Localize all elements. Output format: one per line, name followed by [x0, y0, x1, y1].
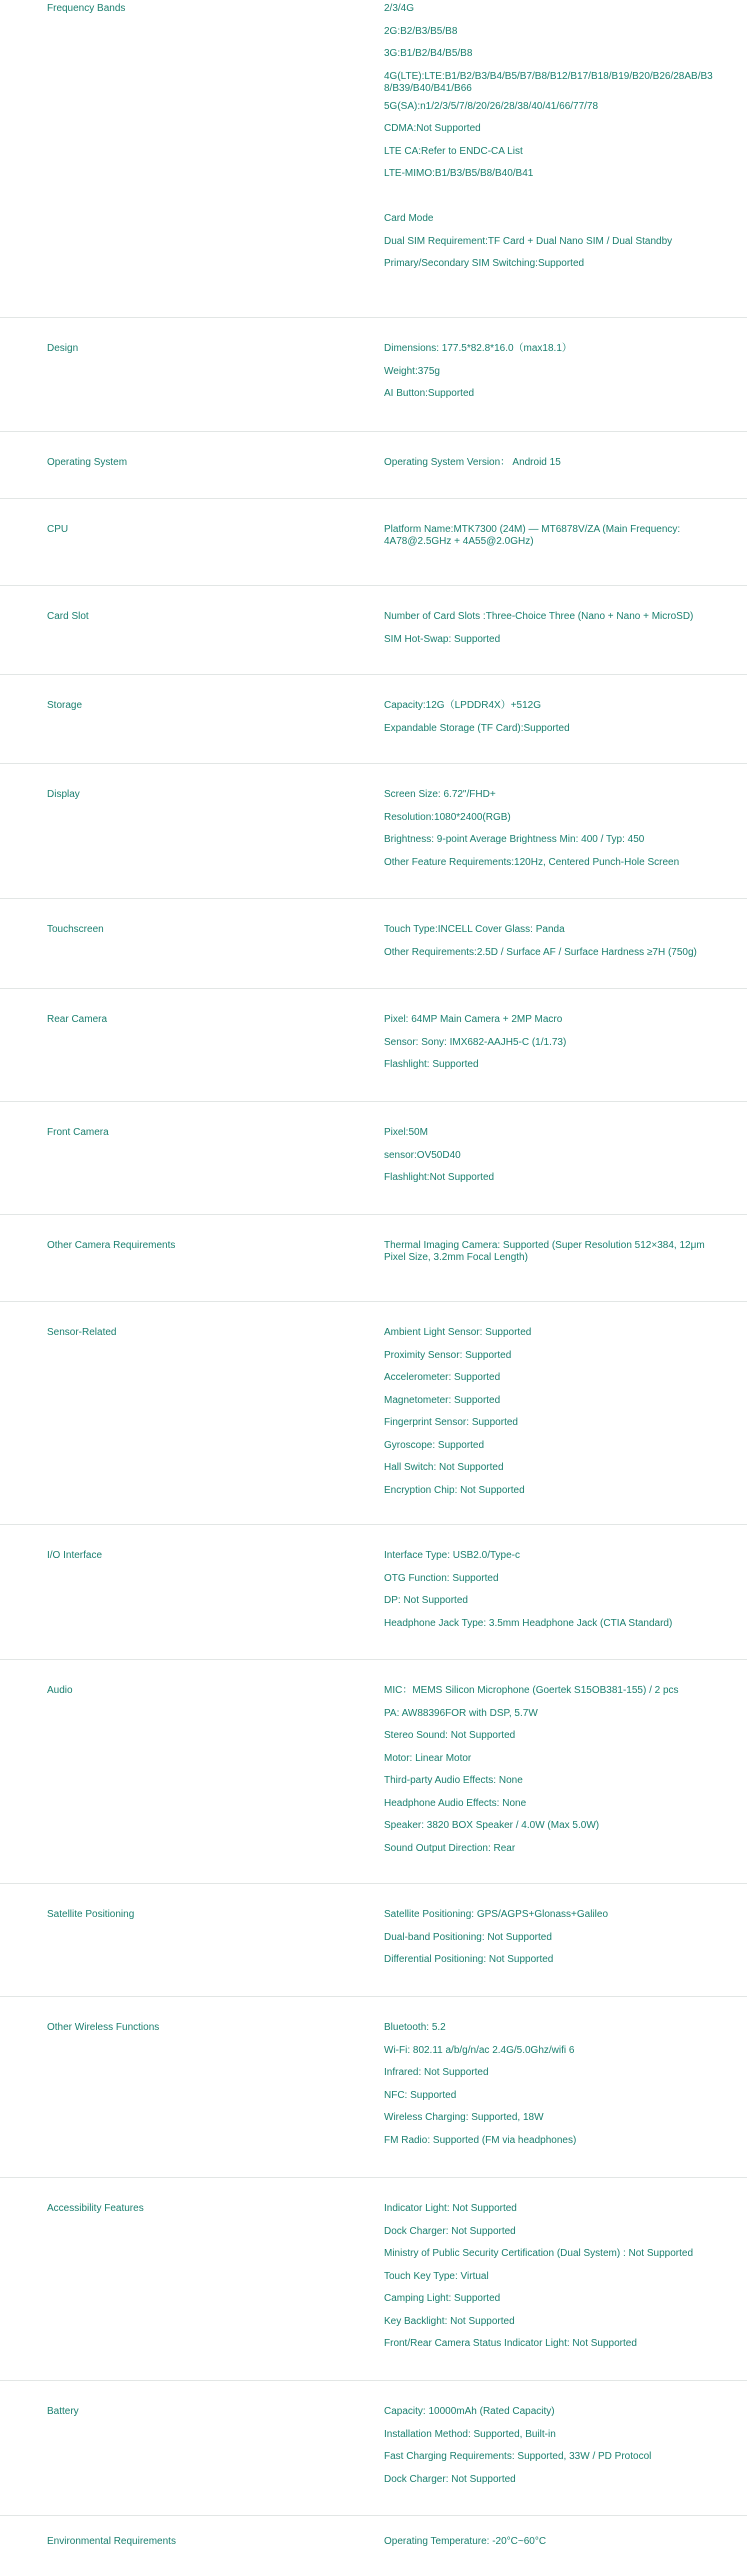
spec-value: CDMA:Not Supported — [384, 123, 481, 134]
spec-value: Satellite Positioning: GPS/AGPS+Glonass+Galileo — [384, 1909, 609, 1920]
spec-value: Operating System Version： Android 15 — [384, 457, 561, 468]
spec-value: LTE CA:Refer to ENDC-CA List — [384, 145, 523, 157]
spec-label: Operating System — [47, 457, 128, 468]
spec-value: Resolution:1080*2400(RGB) — [384, 811, 511, 823]
spec-value: Dock Charger: Not Supported — [384, 2473, 516, 2485]
spec-value: Camping Light: Supported — [384, 2293, 501, 2304]
spec-label: Battery — [47, 2406, 79, 2417]
spec-label: Front Camera — [47, 1127, 109, 1138]
spec-label: Other Camera Requirements — [47, 1240, 176, 1251]
spec-row — [0, 2381, 747, 2516]
spec-label: Storage — [47, 700, 83, 711]
spec-values — [384, 457, 714, 480]
spec-values — [384, 1685, 714, 1865]
spec-values — [384, 3, 714, 281]
spec-value: Fingerprint Sensor: Supported — [384, 1417, 518, 1428]
spec-value: Ministry of Public Security Certification (Dual System) : Not Supported — [384, 2248, 693, 2259]
spec-value: 2/3/4G — [384, 3, 415, 14]
spec-row — [0, 1302, 747, 1525]
spec-value: Stereo Sound: Not Supported — [384, 1730, 516, 1741]
spec-values — [384, 611, 714, 656]
spec-value: Dimensions: 177.5*82.8*16.0（max18.1） — [384, 343, 572, 354]
spec-value: Dual SIM Requirement:TF Card + Dual Nano SIM / Dual Standby — [384, 235, 673, 247]
spec-value: sensor:OV50D40 — [384, 1149, 461, 1161]
spec-value: Flashlight: Supported — [384, 1059, 479, 1070]
spec-value: Motor: Linear Motor — [384, 1752, 472, 1764]
spec-values — [384, 2203, 714, 2361]
spec-value: Touch Key Type: Virtual — [384, 2270, 489, 2282]
spec-value: NFC: Supported — [384, 2089, 457, 2101]
spec-row — [0, 586, 747, 675]
spec-value: Wi-Fi: 802.11 a/b/g/n/ac 2.4G/5.0Ghz/wifi 6 — [384, 2044, 575, 2056]
spec-value: Other Feature Requirements:120Hz, Centered Punch-Hole Screen — [384, 856, 680, 868]
spec-value: Accelerometer: Supported — [384, 1372, 501, 1383]
spec-row — [0, 899, 747, 989]
spec-value: Touch Type:INCELL Cover Glass: Panda — [384, 924, 565, 935]
spec-value: MIC：MEMS Silicon Microphone (Goertek S15OB381-155) / 2 pcs — [384, 1685, 679, 1696]
spec-row — [0, 0, 747, 318]
spec-values — [384, 789, 714, 879]
spec-row — [0, 318, 747, 432]
spec-label: Touchscreen — [47, 924, 104, 935]
spec-label: Sensor-Related — [47, 1327, 117, 1338]
spec-label: Card Slot — [47, 611, 89, 622]
spacer — [384, 191, 714, 203]
spec-value: SIM Hot-Swap: Supported — [384, 633, 501, 645]
spec-row — [0, 499, 747, 586]
spec-value: Thermal Imaging Camera: Supported (Super Resolution 512×384, 12μm Pixel Size, 3.2mm Focal Length) — [384, 1240, 705, 1263]
spec-value: Third-party Audio Effects: None — [384, 1775, 523, 1786]
spec-value: 3G:B1/B2/B4/B5/B8 — [384, 48, 473, 59]
spec-value: Dual-band Positioning: Not Supported — [384, 1931, 552, 1943]
spec-value: 5G(SA):n1/2/3/5/7/8/20/26/28/38/40/41/66/77/78 — [384, 100, 599, 112]
spec-value: Speaker: 3820 BOX Speaker / 4.0W (Max 5.0W) — [384, 1820, 600, 1831]
spec-value: Pixel: 64MP Main Camera + 2MP Macro — [384, 1014, 563, 1025]
spec-value: Magnetometer: Supported — [384, 1394, 501, 1406]
spec-values — [384, 343, 714, 411]
spec-value: DP: Not Supported — [384, 1595, 468, 1606]
spec-value: Brightness: 9-point Average Brightness Min: 400 / Typ: 450 — [384, 834, 645, 845]
spec-value: Installation Method: Supported, Built-in — [384, 2428, 556, 2440]
spec-value: Bluetooth: 5.2 — [384, 2022, 446, 2033]
spec-values — [384, 524, 714, 559]
spec-values — [384, 1240, 714, 1275]
spec-value: Screen Size: 6.72"/FHD+ — [384, 789, 496, 800]
spec-row — [0, 1525, 747, 1660]
spec-value: Fast Charging Requirements: Supported, 33W / PD Protocol — [384, 2451, 652, 2462]
spec-values — [384, 1550, 714, 1640]
spec-label: Frequency Bands — [47, 3, 126, 14]
spec-values — [384, 2022, 714, 2157]
spec-label: Other Wireless Functions — [47, 2022, 160, 2033]
spec-values — [384, 1014, 714, 1082]
spec-label: Satellite Positioning — [47, 1909, 135, 1920]
spec-value: FM Radio: Supported (FM via headphones) — [384, 2134, 577, 2146]
spec-label: Rear Camera — [47, 1014, 108, 1025]
spec-value: Primary/Secondary SIM Switching:Supported — [384, 258, 585, 269]
spec-label: Environmental Requirements — [47, 2536, 176, 2547]
spec-value: PA: AW88396FOR with DSP, 5.7W — [384, 1707, 538, 1719]
spec-value: Capacity: 10000mAh (Rated Capacity) — [384, 2406, 555, 2417]
spec-value: Dock Charger: Not Supported — [384, 2225, 516, 2237]
spec-value: Front/Rear Camera Status Indicator Light: Not Supported — [384, 2338, 637, 2349]
spec-value: Platform Name:MTK7300 (24M) — MT6878V/ZA (Main Frequency: 4A78@2.5GHz + 4A55@2.0GHz) — [384, 524, 681, 547]
spec-row — [0, 1884, 747, 1997]
spec-value: Gyroscope: Supported — [384, 1439, 485, 1451]
spec-row — [0, 1215, 747, 1302]
spec-values — [384, 2536, 714, 2559]
spec-value: Infrared: Not Supported — [384, 2067, 489, 2078]
spec-values — [384, 924, 714, 969]
spec-row — [0, 1102, 747, 1215]
spec-value: Indicator Light: Not Supported — [384, 2203, 517, 2214]
spec-value: Interface Type: USB2.0/Type-c — [384, 1550, 520, 1561]
spec-label: I/O Interface — [47, 1550, 103, 1561]
spec-value: Other Requirements:2.5D / Surface AF / Surface Hardness ≥7H (750g) — [384, 946, 697, 958]
spec-value: Headphone Jack Type: 3.5mm Headphone Jack (CTIA Standard) — [384, 1617, 673, 1629]
spec-label: Audio — [47, 1685, 73, 1696]
spec-value: OTG Function: Supported — [384, 1572, 499, 1584]
spec-values — [384, 1127, 714, 1195]
spec-label: Display — [47, 789, 80, 800]
spec-value: LTE-MIMO:B1/B3/B5/B8/B40/B41 — [384, 168, 534, 179]
spec-value: Headphone Audio Effects: None — [384, 1797, 527, 1809]
spec-row — [0, 675, 747, 764]
spec-row — [0, 1997, 747, 2178]
spec-value: 2G:B2/B3/B5/B8 — [384, 25, 458, 37]
spec-value: Number of Card Slots :Three-Choice Three (Nano + Nano + MicroSD) — [384, 611, 694, 622]
spec-value: Sound Output Direction: Rear — [384, 1842, 516, 1854]
spec-row — [0, 432, 747, 499]
spec-value: Expandable Storage (TF Card):Supported — [384, 722, 570, 734]
spec-value: Hall Switch: Not Supported — [384, 1462, 504, 1473]
spec-value: AI Button:Supported — [384, 388, 475, 399]
spec-value: Key Backlight: Not Supported — [384, 2315, 515, 2327]
spec-row — [0, 2516, 747, 2560]
spec-value: Encryption Chip: Not Supported — [384, 1484, 525, 1496]
spec-value: Differential Positioning: Not Supported — [384, 1954, 554, 1965]
spec-value: Card Mode — [384, 213, 434, 224]
spec-row — [0, 1660, 747, 1884]
spec-values — [384, 1327, 714, 1507]
spec-values — [384, 1909, 714, 1977]
spec-row — [0, 2178, 747, 2381]
spec-row — [0, 764, 747, 899]
spec-label: Accessibility Features — [47, 2203, 144, 2214]
spec-value: Wireless Charging: Supported, 18W — [384, 2112, 544, 2123]
spec-values — [384, 2406, 714, 2496]
spec-value: Capacity:12G（LPDDR4X）+512G — [384, 700, 542, 711]
spec-value: Flashlight:Not Supported — [384, 1172, 495, 1183]
spec-label: Design — [47, 343, 79, 354]
spec-value: Proximity Sensor: Supported — [384, 1349, 512, 1361]
spec-value: Sensor: Sony: IMX682-AAJH5-C (1/1.73) — [384, 1036, 567, 1048]
spec-value: Weight:375g — [384, 365, 440, 377]
spec-values — [384, 700, 714, 745]
spec-label: CPU — [47, 524, 69, 535]
spec-value: Operating Temperature: -20°C~60°C — [384, 2536, 547, 2547]
spec-value: Ambient Light Sensor: Supported — [384, 1327, 532, 1338]
spec-value: Pixel:50M — [384, 1127, 428, 1138]
spec-value: 4G(LTE):LTE:B1/B2/B3/B4/B5/B7/B8/B12/B17/B18/B19/B20/B26/28AB/B38/B39/B40/B41/B66 — [384, 70, 713, 94]
spec-row — [0, 989, 747, 1102]
